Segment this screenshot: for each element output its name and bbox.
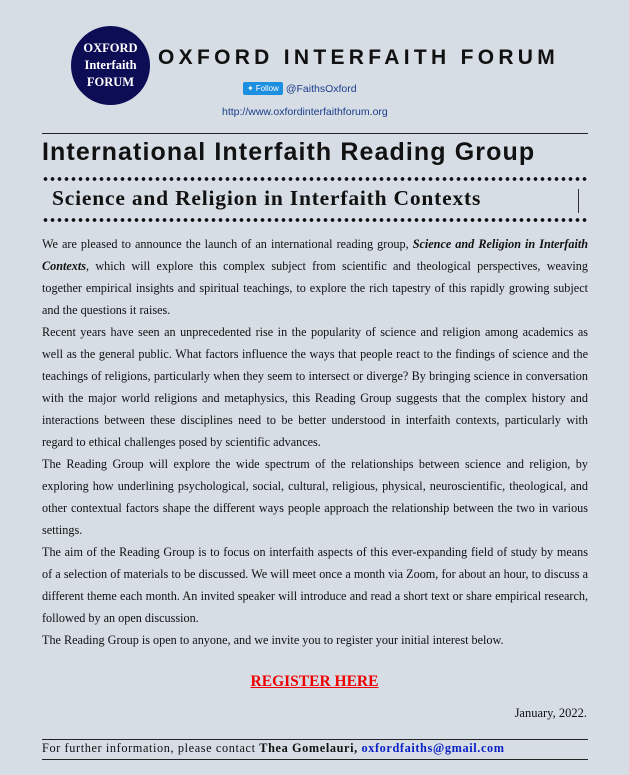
footer-prefix: For further information, please contact [42, 741, 260, 755]
top-divider [42, 133, 588, 134]
twitter-bird-icon: ✦ [247, 84, 254, 93]
follow-label: Follow [255, 84, 279, 93]
dotted-divider-top [42, 176, 588, 182]
dotted-divider-bottom [42, 217, 588, 223]
subtitle-divider [578, 189, 579, 213]
group-name-emphasis: Science and Religion in Interfaith Contexts [42, 237, 588, 273]
oxford-interfaith-forum-logo [71, 26, 150, 105]
footer-contact [42, 741, 588, 756]
logo-line-2: Interfaith [84, 58, 137, 72]
logo-line-3: FORUM [86, 75, 135, 89]
website-link[interactable]: http://www.oxfordinterfaithforum.org [222, 106, 388, 118]
twitter-follow-button[interactable] [243, 82, 283, 95]
paragraph-aim: The aim of the Reading Group is to focus on interfaith aspects of this ever-expanding field of study by means of a selection of materials to be discussed. We will meet once a month via Zoom, for about an hour, to discuss a different theme each month. An invited speaker will introduce and read a short text or share empirical research, followed by an open discussion. [42, 545, 588, 625]
contact-email-link[interactable]: oxfordfaiths@gmail.com [361, 741, 505, 755]
announcement-body [42, 233, 588, 651]
twitter-follow[interactable] [243, 82, 357, 95]
twitter-handle-link[interactable]: @FaithsOxford [285, 82, 357, 95]
paragraph-intro: We are pleased to announce the launch of an international reading group, Science and Religion in Interfaith Contexts, which will explore this complex subject from scientific and theological perspectives, weaving together empirical insights and spiritual teachings, to explore the rich tapestry of this rapidly growing subject and the questions it raises. [42, 237, 588, 317]
page-title: International Interfaith Reading Group [42, 138, 536, 166]
paragraph-context: Recent years have seen an unprecedented rise in the popularity of science and religion among academics as well as the general public. What factors influence the ways that people react to the findings of science and the teachings of religions, particularly when they seem to intersect or diverge? By bringing science in conversation with the major world religions and metaphysics, this Reading Group suggests that the complex history and interactions between these disciplines need to be better understood in interfaith contexts, particularly with regard to ethical challenges posed by scientific advances. [42, 325, 588, 449]
logo-line-1: OXFORD [83, 41, 138, 55]
footer-top-rule [42, 739, 588, 740]
register-container [0, 673, 629, 691]
footer-bottom-rule [42, 759, 588, 760]
page-subtitle: Science and Religion in Interfaith Contexts [52, 186, 482, 210]
register-link[interactable]: REGISTER HERE [250, 673, 379, 690]
contact-name: Thea Gomelauri, [259, 741, 358, 755]
paragraph-invite: The Reading Group is open to anyone, and we invite you to register your initial interest below. [42, 633, 504, 647]
paragraph-scope: The Reading Group will explore the wide spectrum of the relationships between science and religion, by exploring how underlining psychological, social, cultural, religious, physical, neuroscientific, theological, and other contextual factors shape the different ways people approach the relationship between the two in various settings. [42, 457, 588, 537]
date: January, 2022. [514, 706, 587, 720]
org-title: OXFORD INTERFAITH FORUM [158, 46, 560, 69]
